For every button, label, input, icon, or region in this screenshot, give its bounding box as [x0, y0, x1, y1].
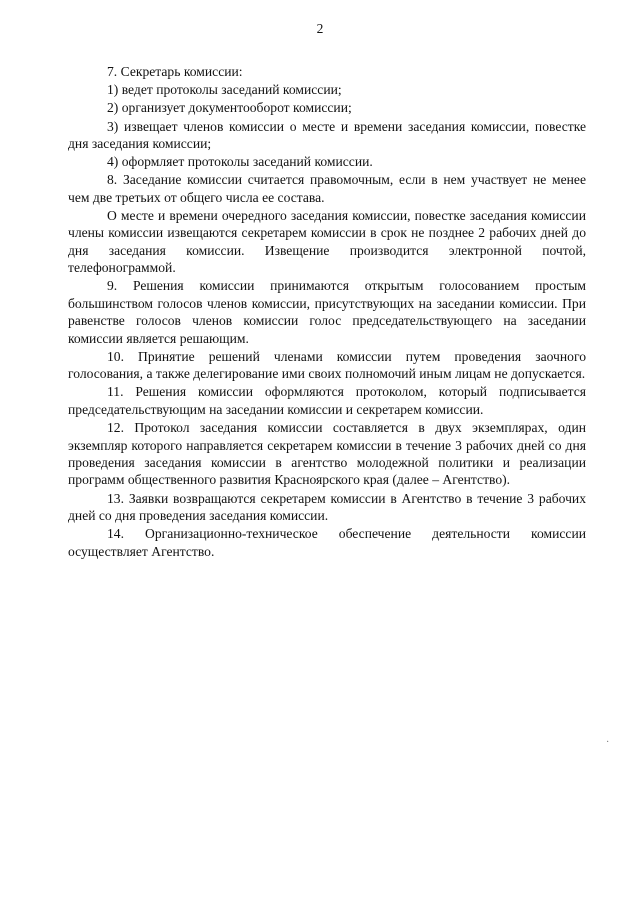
paragraph-7-item-4: 4) оформляет протоколы заседаний комиссии. — [107, 154, 373, 170]
paragraph-10: 10. Принятие решений членами комиссии путем проведения заочного голосования, а также делегирование ими своих полномочий иным лицам не допускается. — [68, 348, 586, 382]
paragraph-7-item-3: 3) извещает членов комиссии о месте и времени заседания комиссии, повестке дня заседания комиссии; — [68, 118, 586, 152]
scan-edge-mark: · — [606, 737, 610, 748]
paragraph-12: 12. Протокол заседания комиссии составляется в двух экземплярах, один экземпляр которого направляется секретарем комиссии в течение 3 рабочих дней со дня проведения заседания комиссии в агентство молодежной политики и реализации программ общественного развития Красноярского края (далее – Агентство). — [68, 420, 586, 488]
paragraph-8: 8. Заседание комиссии считается правомочным, если в нем участвует не менее чем две третьих от общего числа ее состава. — [68, 172, 586, 205]
paragraph-7-heading: 7. Секретарь комиссии: — [107, 64, 243, 79]
page-number: 2 — [316, 21, 324, 36]
paragraph-7-item-2: 2) организует документооборот комиссии; — [107, 100, 352, 116]
paragraph-11: 11. Решения комиссии оформляются протоколом, который подписывается председательствующим на заседании комиссии и секретарем комиссии. — [68, 384, 586, 417]
paragraph-8-notice: О месте и времени очередного заседания комиссии, повестке заседания комиссии члены комиссии извещаются секретарем комиссии в срок не позднее 2 рабочих дней до дня заседания комиссии. Извещение производится электронной почтой, телефонограммой. — [68, 208, 586, 276]
paragraph-9: 9. Решения комиссии принимаются открытым голосованием простым большинством голосов членов комиссии, присутствующих на заседании комиссии. При равенстве голосов членов комиссии голос председательствующего на заседании комиссии является решающим. — [68, 278, 586, 346]
paragraph-14: 14. Организационно-техническое обеспечение деятельности комиссии осуществляет Агентство. — [68, 526, 586, 559]
document-body — [68, 63, 586, 560]
paragraph-13: 13. Заявки возвращаются секретарем комиссии в Агентство в течение 3 рабочих дней со дня проведения заседания комиссии. — [68, 490, 586, 523]
paragraph-7-item-1: 1) ведет протоколы заседаний комиссии; — [107, 82, 342, 98]
